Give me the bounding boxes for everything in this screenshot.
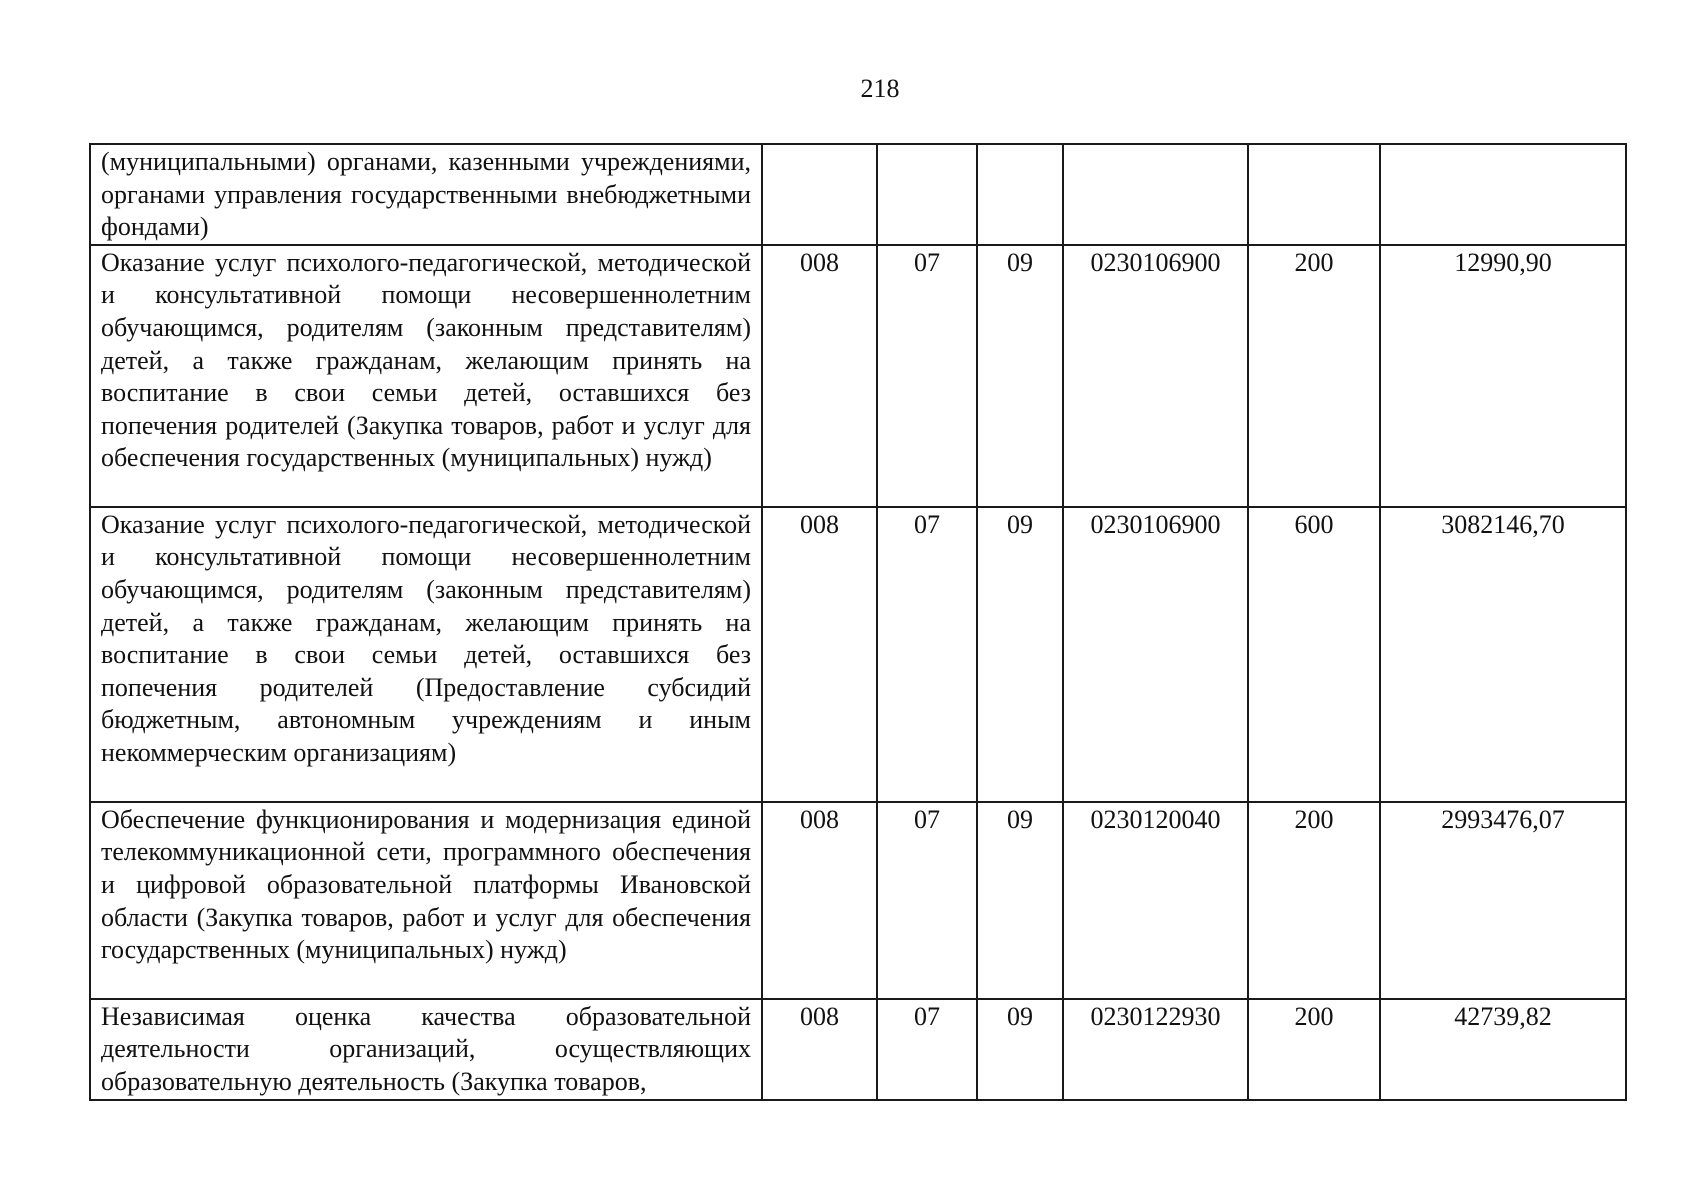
expense-type-code: 200 [1248, 802, 1380, 999]
page-number: 218 [860, 74, 900, 103]
row-description: (муниципальными) органами, казенными учреждениями, органами управления государственными внебюджетными фондами) [90, 144, 762, 245]
amount-value: 12990,90 [1380, 245, 1626, 507]
ministry-code: 008 [762, 507, 877, 802]
section-code [877, 144, 977, 245]
expense-type-code: 200 [1248, 999, 1380, 1100]
expense-type-code: 200 [1248, 245, 1380, 507]
subsection-code: 09 [977, 802, 1063, 999]
row-description: Обеспечение функционирования и модернизация единой телекоммуникационной сети, программного обеспечения и цифровой образовательной платформы Ивановской области (Закупка товаров, работ и услуг для обеспечения государственных (муниципальных) нужд) [90, 802, 762, 999]
subsection-code: 09 [977, 507, 1063, 802]
amount-value: 42739,82 [1380, 999, 1626, 1100]
section-code: 07 [877, 507, 977, 802]
ministry-code: 008 [762, 999, 877, 1100]
table-row [90, 507, 1626, 802]
row-description: Оказание услуг психолого-педагогической, методической и консультативной помощи несовершеннолетним обучающимся, родителям (законным представителям) детей, а также гражданам, желающим принять на воспитание в свои семьи детей, оставшихся без попечения родителей (Закупка товаров, работ и услуг для обеспечения государственных (муниципальных) нужд) [90, 245, 762, 507]
section-code: 07 [877, 802, 977, 999]
subsection-code: 09 [977, 999, 1063, 1100]
expense-type-code [1248, 144, 1380, 245]
section-code: 07 [877, 245, 977, 507]
row-description: Независимая оценка качества образовательной деятельности организаций, осуществляющих образовательную деятельность (Закупка товаров, [90, 999, 762, 1100]
expense-type-code: 600 [1248, 507, 1380, 802]
target-article-code: 0230120040 [1063, 802, 1248, 999]
table-row [90, 999, 1626, 1100]
section-code: 07 [877, 999, 977, 1100]
target-article-code: 0230106900 [1063, 245, 1248, 507]
subsection-code: 09 [977, 245, 1063, 507]
table-row [90, 802, 1626, 999]
target-article-code: 0230122930 [1063, 999, 1248, 1100]
target-article-code: 0230106900 [1063, 507, 1248, 802]
ministry-code: 008 [762, 802, 877, 999]
amount-value [1380, 144, 1626, 245]
ministry-code [762, 144, 877, 245]
row-description: Оказание услуг психолого-педагогической, методической и консультативной помощи несовершеннолетним обучающимся, родителям (законным представителям) детей, а также гражданам, желающим принять на воспитание в свои семьи детей, оставшихся без попечения родителей (Предоставление субсидий бюджетным, автономным учреждениям и иным некоммерческим организациям) [90, 507, 762, 802]
amount-value: 2993476,07 [1380, 802, 1626, 999]
ministry-code: 008 [762, 245, 877, 507]
budget-table [89, 143, 1627, 1101]
subsection-code [977, 144, 1063, 245]
target-article-code [1063, 144, 1248, 245]
amount-value: 3082146,70 [1380, 507, 1626, 802]
table-row [90, 245, 1626, 507]
table-row [90, 144, 1626, 245]
